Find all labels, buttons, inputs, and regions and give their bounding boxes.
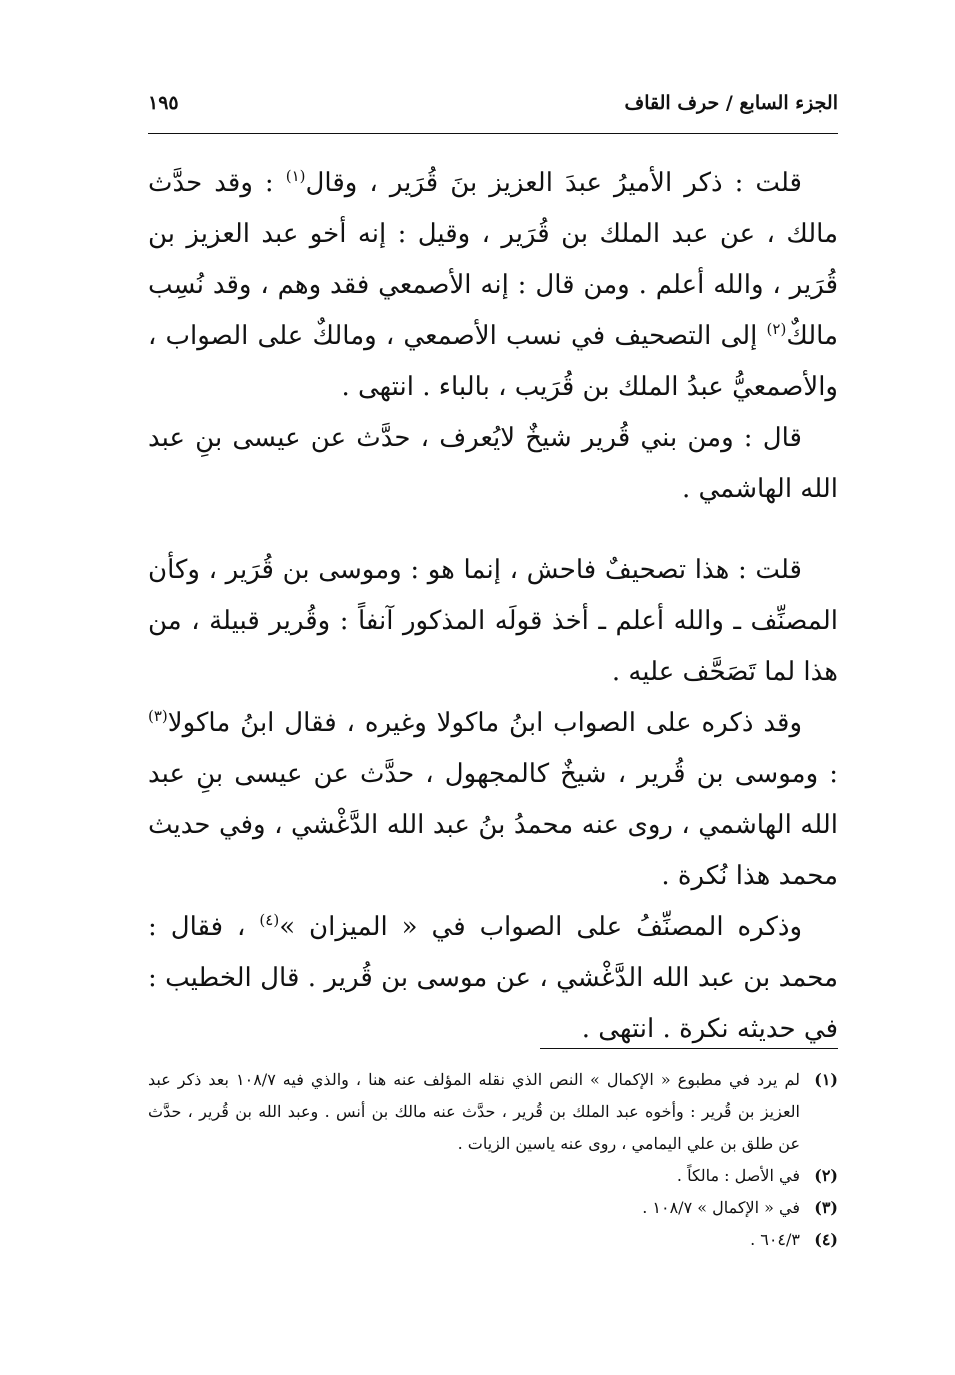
paragraph-4-text-b: : وموسى بن قُرير ، شيخٌ كالمجهول ، حدَّث عن عيسى بنِ عبد الله الهاشمي ، روى عنه محمدُ بنُ عبد الله الدَّغْشي ، وفي حديث محمد هذا نُكرة .	[148, 759, 838, 891]
footnote-text: لم يرد في مطبوع « الإكمال » النص الذي نقله المؤلف عنه هنا ، والذي فيه ١٠٨/٧ بعد ذكر عبد العزيز بن قُرير : وأخوه عبد الملك بن قُرير ، حدَّث عنه مالك بن أنس . وعبد الله بن قُرير ، حدَّث عن طلق بن علي اليمامي ، روى عنه ياسين الزيات .	[148, 1070, 801, 1153]
paragraph-4	[148, 698, 838, 902]
footnote-text: في الأصل : مالكاً .	[676, 1166, 800, 1185]
footnote-text: في « الإكمال » ١٠٨/٧ .	[642, 1198, 800, 1217]
paragraph-3: قلت : هذا تصحيفٌ فاحش ، إنما هو : وموسى بن قُرَير ، وكأن المصنِّف ـ والله أعلم ـ أخذ قولَه المذكور آنفاً : وقُرير قبيلة ، من هذا لما تَصَحَّف عليه .	[148, 555, 838, 687]
paragraph-1-text-c: إلى التصحيف في نسب الأصمعي ، ومالكٌ على الصواب ، والأصمعيُّ عبدُ الملك بن قُرَيب ، بالباء . انتهى .	[148, 321, 838, 402]
paragraph-1	[148, 158, 838, 413]
footnote-separator	[540, 1048, 838, 1049]
footnote-2	[148, 1160, 838, 1192]
paragraph-1-text-b: : وقد حدَّث مالك ، عن عبد الملك بن قُرَير ، وقيل : إنه أخو عبد العزيز بن قُرَير ، والله أعلم . ومن قال : إنه الأصمعي فقد وهم ، وقد نُسِب مالكٌ	[148, 168, 838, 351]
paragraph-5	[148, 902, 838, 1055]
footnote-ref-1[interactable]: (١)	[285, 167, 306, 185]
header-rule	[148, 133, 838, 134]
page-header	[148, 88, 838, 128]
footnote-number: (٢)	[814, 1166, 838, 1185]
paragraph-4-text-a: وقد ذكره على الصواب ابنُ ماكولا وغيره ، فقال ابنُ ماكولا	[167, 708, 802, 738]
footnote-number: (١)	[814, 1070, 838, 1089]
footnote-1	[148, 1064, 838, 1160]
footnote-4	[148, 1224, 838, 1256]
running-title: الجزء السابع / حرف القاف	[624, 92, 838, 114]
paragraph-5-text-a: وذكره المصنِّفُ على الصواب في « الميزان »	[279, 912, 803, 942]
footnote-ref-4[interactable]: (٤)	[259, 911, 280, 929]
footnote-ref-2[interactable]: (٢)	[766, 320, 787, 338]
main-text	[148, 158, 838, 1055]
footnote-3	[148, 1192, 838, 1224]
footnotes	[148, 1064, 838, 1256]
paragraph-1-text-a: قلت : ذكر الأميرُ عبدَ العزيز بنَ قُرَير ، وقال	[305, 168, 802, 198]
paragraph-2: قال : ومن بني قُرير شيخٌ لايُعرف ، حدَّث عن عيسى بنِ عبد الله الهاشمي .	[148, 423, 838, 504]
footnote-ref-3[interactable]: (٣)	[148, 707, 168, 725]
footnote-text: ٦٠٤/٣ .	[750, 1230, 800, 1249]
footnote-number: (٤)	[814, 1230, 838, 1249]
page-number: ١٩٥	[148, 92, 179, 114]
paragraph-5-text-b: ، فقال : محمد بن عبد الله الدَّغْشي ، عن موسى بن قُرير . قال الخطيب : في حديثه نكرة . انتهى .	[148, 912, 838, 1044]
footnote-number: (٣)	[814, 1198, 838, 1217]
